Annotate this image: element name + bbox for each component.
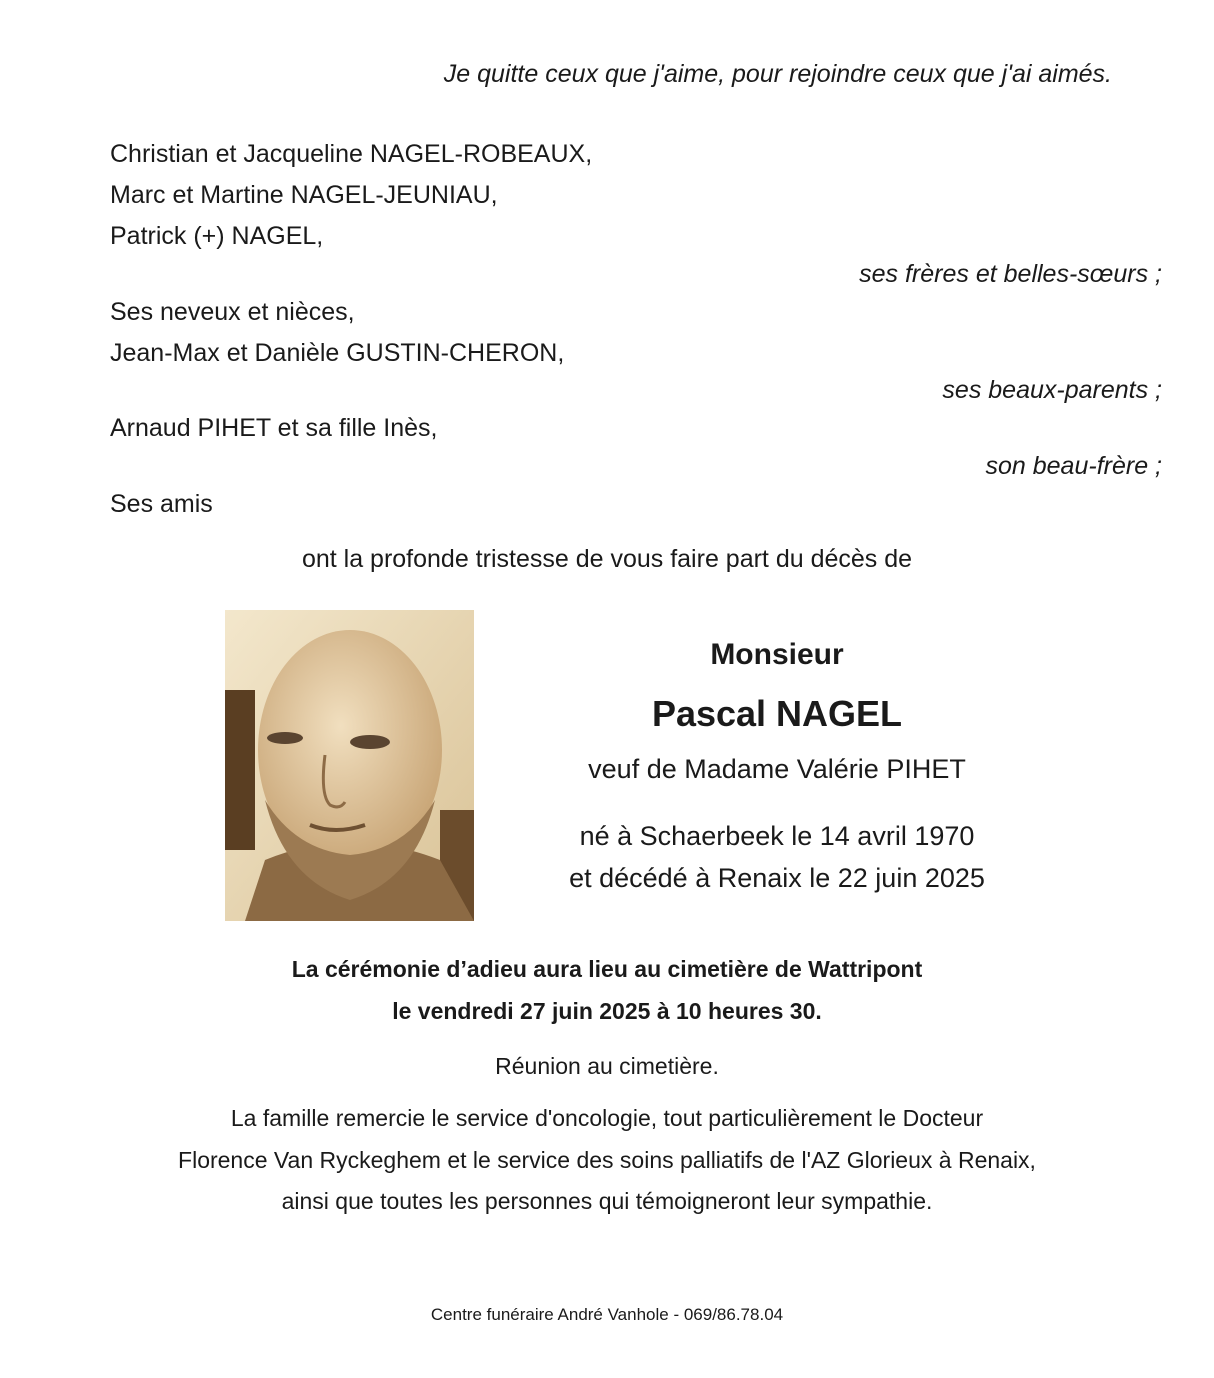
family-line-in-laws: Jean-Max et Danièle GUSTIN-CHERON, <box>110 339 565 367</box>
meeting-note: Réunion au cimetière. <box>495 1053 719 1079</box>
deceased-spouse: veuf de Madame Valérie PIHET <box>588 754 966 784</box>
deceased-title: Monsieur <box>710 638 844 671</box>
deceased-birth: né à Schaerbeek le 14 avril 1970 <box>579 821 975 851</box>
relation-brothers: ses frères et belles-sœurs ; <box>859 260 1162 288</box>
opening-quote: Je quitte ceux que j'aime, pour rejoindre ceux que j'ai aimés. <box>443 60 1112 88</box>
announcement-text: ont la profonde tristesse de vous faire part du décès de <box>301 545 913 573</box>
family-line-brother-1: Christian et Jacqueline NAGEL-ROBEAUX, <box>110 140 593 168</box>
family-line-brother-2: Marc et Martine NAGEL-JEUNIAU, <box>110 181 498 209</box>
thanks-line-3: ainsi que toutes les personnes qui témoigneront leur sympathie. <box>281 1188 933 1214</box>
funeral-home-footer: Centre funéraire André Vanhole - 069/86.78.04 <box>430 1305 784 1324</box>
family-line-brother-in-law: Arnaud PIHET et sa fille Inès, <box>110 414 438 442</box>
family-line-nephews: Ses neveux et nièces, <box>110 298 355 326</box>
relation-brother-in-law: son beau-frère ; <box>985 452 1162 480</box>
deceased-name: Pascal NAGEL <box>651 693 903 734</box>
family-line-friends: Ses amis <box>110 490 213 518</box>
thanks-line-1: La famille remercie le service d'oncologie, tout particulièrement le Docteur <box>230 1105 984 1131</box>
ceremony-line-2: le vendredi 27 juin 2025 à 10 heures 30. <box>392 998 822 1024</box>
family-line-brother-3: Patrick (+) NAGEL, <box>110 222 324 250</box>
deceased-death: et décédé à Renaix le 22 juin 2025 <box>569 863 985 893</box>
ceremony-line-1: La cérémonie d’adieu aura lieu au cimetière de Wattripont <box>291 956 923 982</box>
portrait-photo <box>225 610 474 921</box>
relation-in-laws: ses beaux-parents ; <box>942 376 1162 404</box>
thanks-line-2: Florence Van Ryckeghem et le service des soins palliatifs de l'AZ Glorieux à Renaix, <box>178 1147 1036 1173</box>
